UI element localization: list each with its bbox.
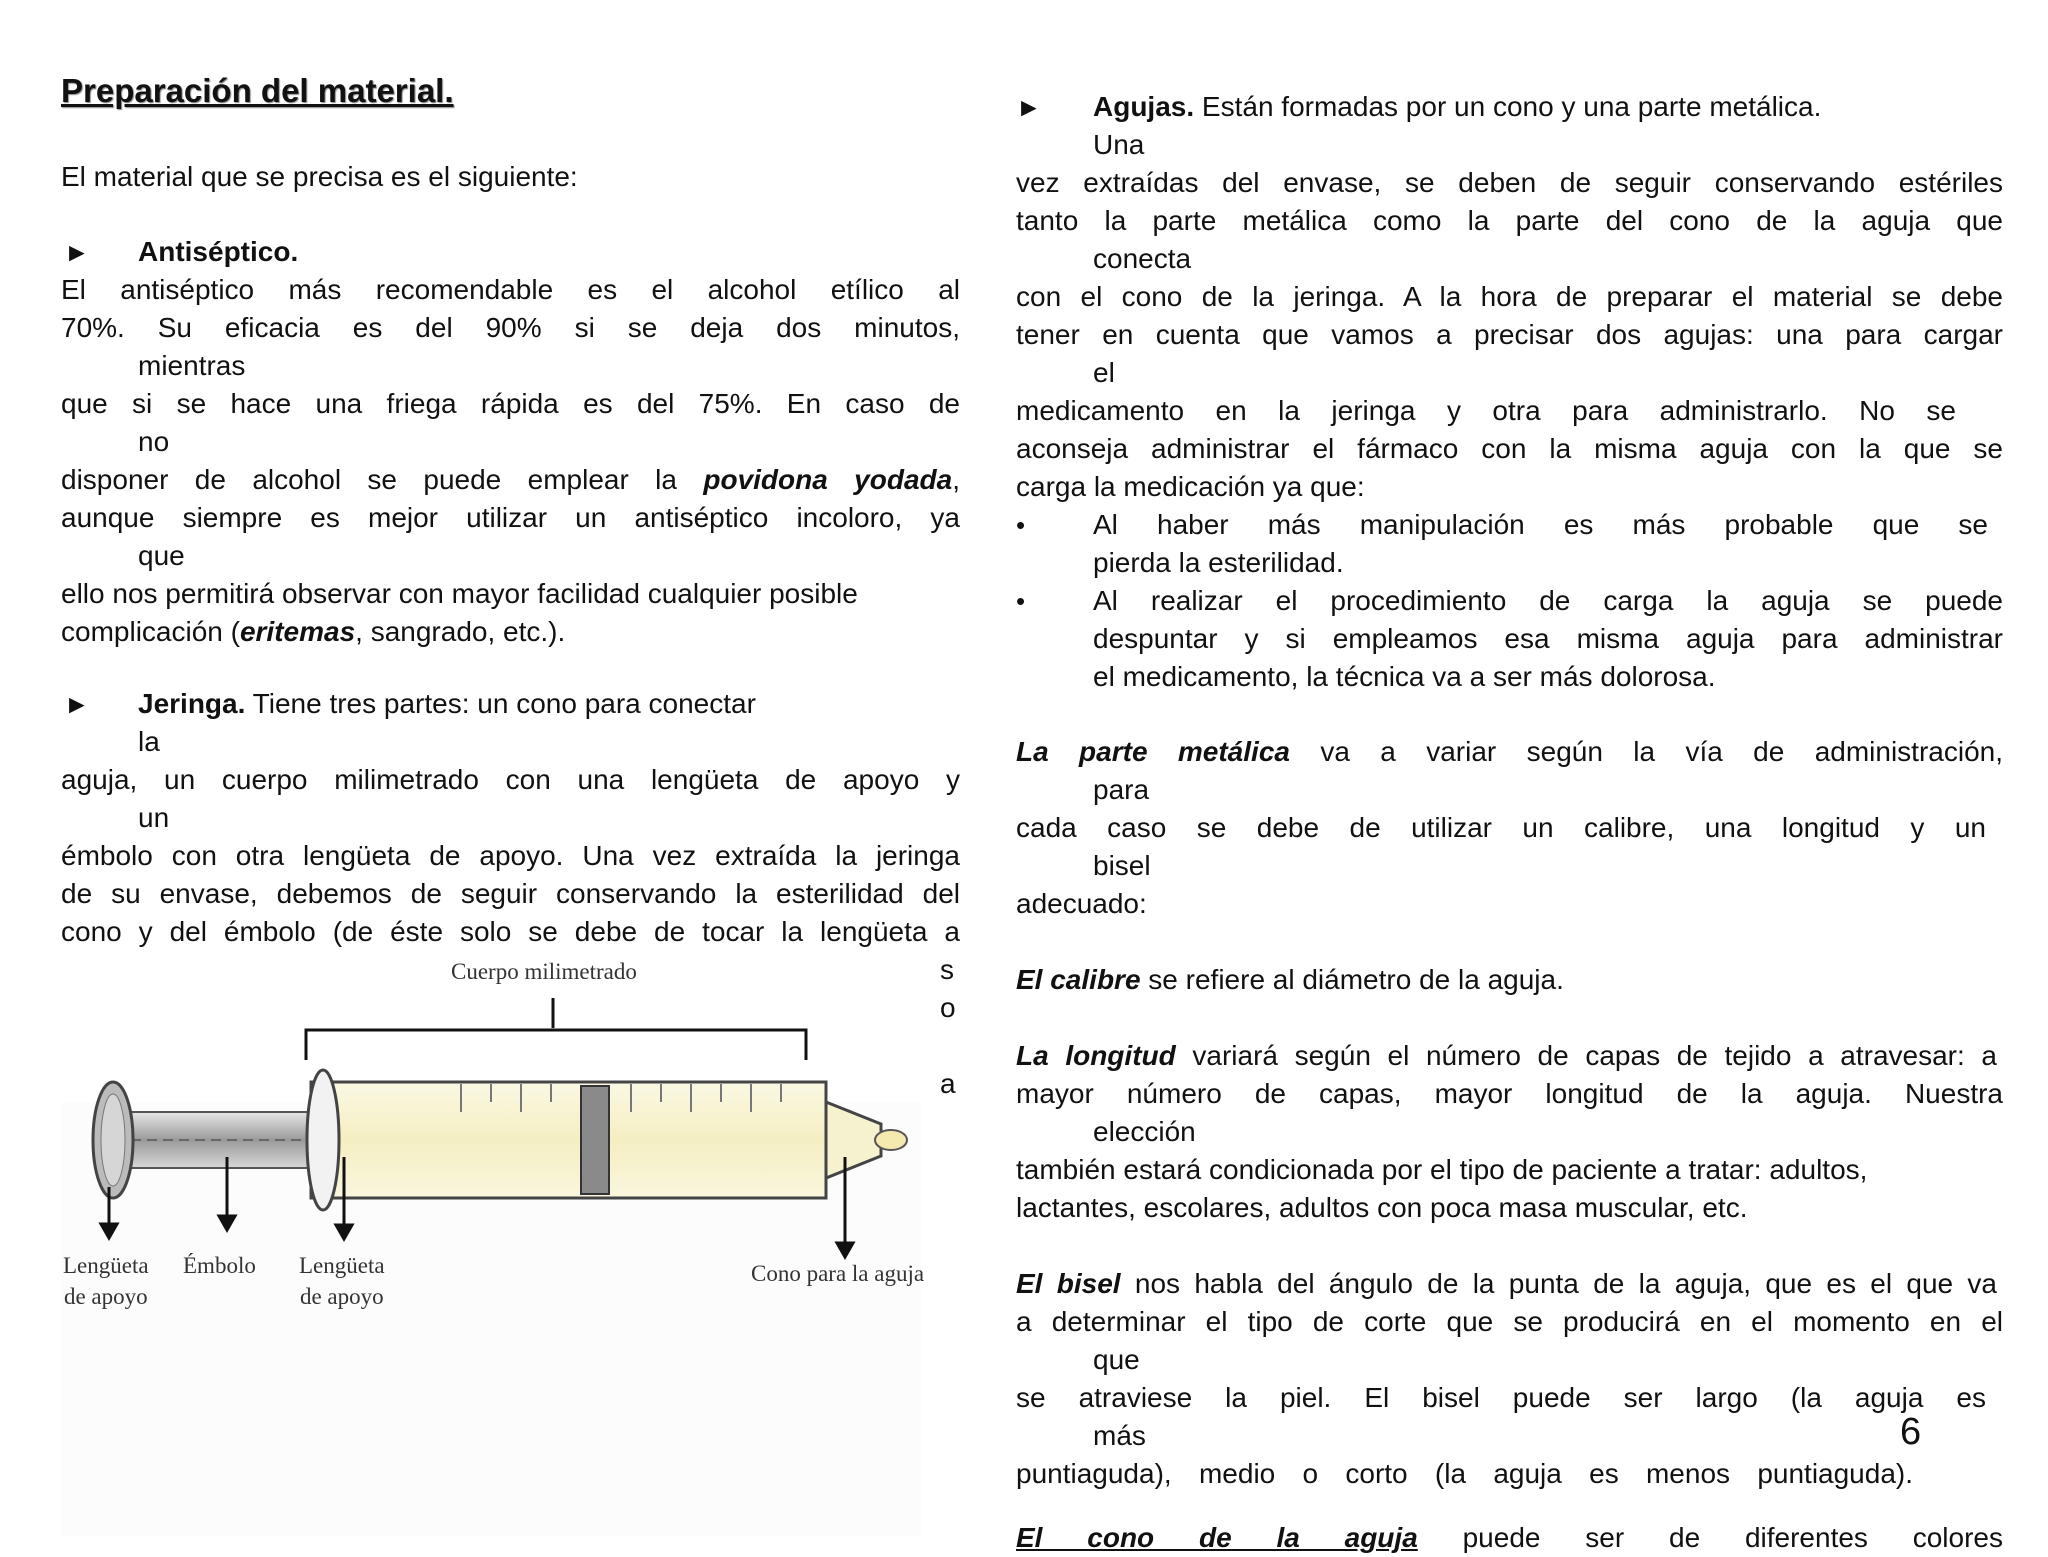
cut-off-char: a	[940, 1068, 956, 1099]
text-line: Una	[1093, 129, 1145, 160]
text-line: 70%. Su eficacia es del 90% si se deja dos minutos,	[61, 312, 960, 343]
parte-metalica-term: La parte metálica	[1016, 736, 1290, 767]
jeringa-heading: Jeringa.	[138, 688, 246, 719]
agujas-heading: Agujas.	[1093, 91, 1195, 122]
text-line: también estará condicionada por el tipo de paciente a tratar: adultos,	[1016, 1154, 1868, 1185]
text-span: , sangrado, etc.).	[355, 616, 566, 647]
text-line: ello nos permitirá observar con mayor facilidad cualquier posible	[61, 578, 858, 609]
text-span: Tiene tres partes: un cono para conectar	[245, 688, 756, 719]
label-lengueta-apoyo-1	[63, 1250, 149, 1312]
cut-off-char: s	[940, 954, 954, 985]
povidona-term: povidona yodada	[703, 464, 953, 495]
text-line: medicamento en la jeringa y otra para administrarlo. No se	[1016, 395, 1956, 426]
text-line: conecta	[1093, 243, 1192, 274]
calibre-term: El calibre	[1016, 964, 1141, 995]
text-line: lactantes, escolares, adultos con poca masa muscular, etc.	[1016, 1192, 1748, 1223]
bullet-dot: •	[1016, 510, 1026, 540]
text-span: complicación (	[61, 616, 240, 647]
text-span: nos habla del ángulo de la punta de la aguja, que es el que va	[1120, 1268, 1997, 1299]
text-line: tanto la parte metálica como la parte del cono de la aguja que	[1016, 205, 2003, 236]
text-span: Están formadas por un cono y una parte metálica.	[1194, 91, 1822, 122]
label-line: Lengüeta	[299, 1253, 385, 1278]
jeringa-heading-line	[138, 685, 756, 723]
arrow-bullet-icon: ►	[1016, 92, 1042, 122]
text-line	[61, 613, 960, 651]
arrow-bullet-icon: ►	[64, 689, 90, 719]
bullet-line: pierda la esterilidad.	[1093, 547, 1344, 578]
text-line	[61, 461, 960, 499]
text-line: mayor número de capas, mayor longitud de la aguja. Nuestra	[1016, 1078, 2003, 1109]
section-title: Preparación del material.	[61, 72, 454, 109]
text-line	[1016, 1265, 1997, 1303]
text-line: adecuado:	[1016, 888, 1147, 919]
cono-aguja-term: El cono de la aguja	[1016, 1522, 1418, 1553]
arrow-bullet-icon: ►	[64, 237, 90, 267]
text-line: vez extraídas del envase, se deben de seguir conservando estériles	[1016, 167, 2003, 198]
text-line: de su envase, debemos de seguir conservando la esterilidad del	[61, 878, 960, 909]
text-line: aconseja administrar el fármaco con la misma aguja con la que se	[1016, 433, 2003, 464]
text-span: ,	[952, 464, 960, 495]
text-line: mientras	[138, 350, 246, 381]
text-line: carga la medicación ya que:	[1016, 471, 1365, 502]
text-line: émbolo con otra lengüeta de apoyo. Una vez extraída la jeringa	[61, 840, 960, 871]
text-line: que	[138, 540, 185, 571]
text-span: variará según el número de capas de tejido a atravesar: a	[1175, 1040, 1998, 1071]
text-line: más	[1093, 1420, 1146, 1451]
barrel-flange	[307, 1070, 339, 1210]
text-line: para	[1093, 774, 1150, 805]
intro-text: El material que se precisa es el siguiente:	[61, 161, 578, 192]
agujas-heading-line	[1093, 88, 1988, 126]
text-line: el	[1093, 357, 1115, 388]
bullet-dot: •	[1016, 586, 1026, 616]
text-line: que	[1093, 1344, 1140, 1375]
label-lengueta-apoyo-2	[299, 1250, 385, 1312]
text-span: se refiere al diámetro de la aguja.	[1140, 964, 1564, 995]
text-span: puede ser de diferentes colores	[1417, 1522, 2003, 1553]
syringe-figure	[61, 952, 961, 1536]
text-line: se atraviese la piel. El bisel puede ser largo (la aguja es	[1016, 1382, 1986, 1413]
antiseptico-heading: Antiséptico.	[138, 236, 299, 267]
text-line: cada caso se debe de utilizar un calibre, una longitud y un	[1016, 812, 1986, 843]
label-line: Lengüeta	[63, 1253, 149, 1278]
label-line: de apoyo	[63, 1284, 148, 1309]
bisel-term: El bisel	[1016, 1268, 1121, 1299]
label-cono-aguja: Cono para la aguja	[751, 1261, 925, 1286]
text-line: la	[138, 726, 160, 757]
syringe-barrel	[311, 1082, 826, 1198]
text-line: tener en cuenta que vamos a precisar dos agujas: una para cargar	[1016, 319, 2003, 350]
text-line	[1016, 733, 2003, 771]
text-span: va a variar según la vía de administración,	[1289, 736, 2003, 767]
text-span: disponer de alcohol se puede emplear la	[61, 464, 704, 495]
text-line: que si se hace una friega rápida es del 75%. En caso de	[61, 388, 960, 419]
text-line: elección	[1093, 1116, 1196, 1147]
tip-drop	[875, 1130, 907, 1150]
cut-off-char: o	[940, 992, 956, 1023]
bullet-line: el medicamento, la técnica va a ser más dolorosa.	[1093, 661, 1716, 692]
bullet-line: Al haber más manipulación es más probable que se	[1093, 509, 1988, 540]
text-line	[1016, 1037, 1997, 1075]
text-line: aunque siempre es mejor utilizar un antiséptico incoloro, ya	[61, 502, 960, 533]
text-line: cono y del émbolo (de éste solo se debe de tocar la lengüeta a	[61, 916, 960, 947]
text-line	[1016, 961, 2003, 999]
text-line	[1016, 1519, 2003, 1557]
page-number: 6	[1900, 1411, 1922, 1453]
bullet-line: Al realizar el procedimiento de carga la aguja se puede	[1093, 585, 2003, 616]
text-line: aguja, un cuerpo milimetrado con una lengüeta de apoyo y	[61, 764, 960, 795]
text-line: con el cono de la jeringa. A la hora de preparar el material se debe	[1016, 281, 2003, 312]
bullet-line: despuntar y si empleamos esa misma aguja para administrar	[1093, 623, 2003, 654]
label-line: de apoyo	[299, 1284, 384, 1309]
text-line: El antiséptico más recomendable es el alcohol etílico al	[61, 274, 960, 305]
text-line: no	[138, 426, 170, 457]
text-line: bisel	[1093, 850, 1151, 881]
eritemas-term: eritemas	[239, 616, 356, 647]
label-embolo: Émbolo	[183, 1253, 256, 1278]
longitud-term: La longitud	[1016, 1040, 1176, 1071]
text-line: puntiaguda), medio o corto (la aguja es menos puntiaguda).	[1016, 1458, 1913, 1489]
plunger-tab-inner	[101, 1094, 125, 1186]
syringe-illustration	[61, 952, 961, 1536]
label-cuerpo-milimetrado: Cuerpo milimetrado	[451, 959, 637, 984]
plunger-head	[581, 1086, 609, 1194]
body-bracket	[306, 1030, 806, 1060]
text-line: un	[138, 802, 170, 833]
text-line: a determinar el tipo de corte que se producirá en el momento en el	[1016, 1306, 2003, 1337]
